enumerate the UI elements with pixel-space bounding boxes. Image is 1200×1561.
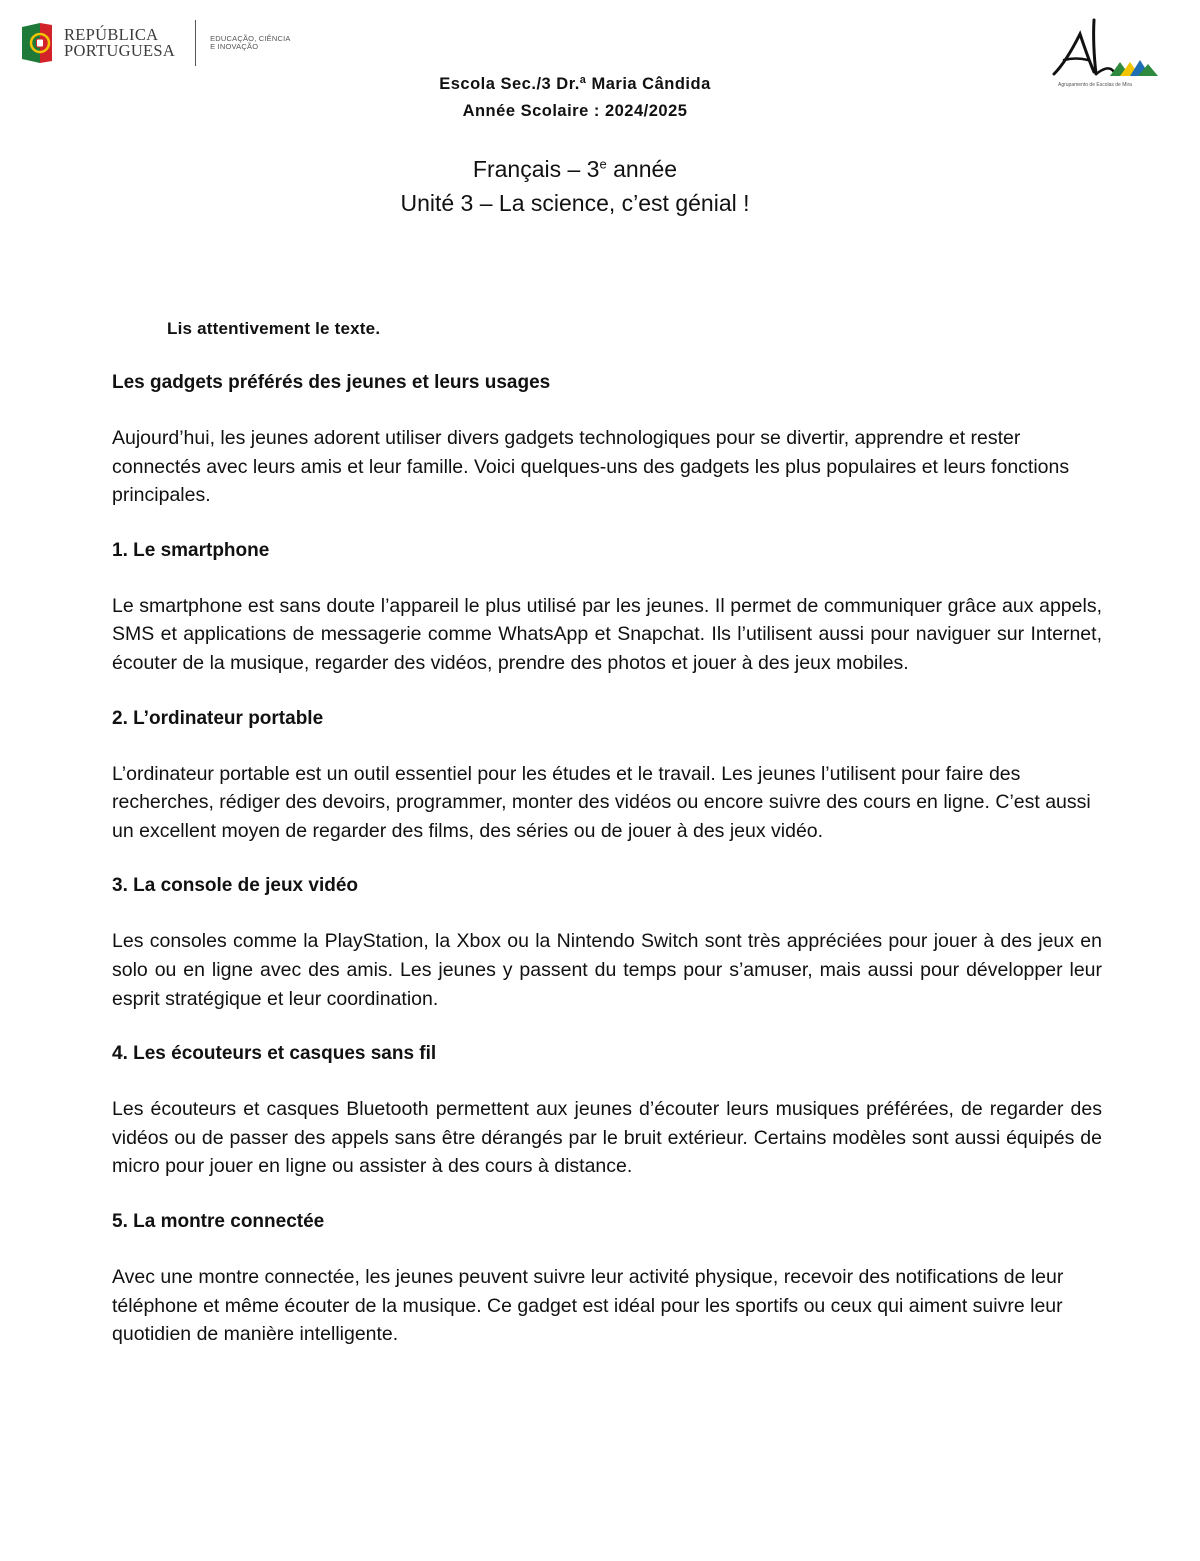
reading-instruction: Lis attentivement le texte.: [167, 319, 381, 338]
section-heading-console: 3. La console de jeux vidéo: [112, 875, 359, 897]
section-heading-laptop: 2. L’ordinateur portable: [112, 707, 324, 729]
course-title-block: [0, 152, 1150, 220]
article-intro: Aujourd’hui, les jeunes adorent utiliser divers gadgets technologiques pour se divertir, apprendre et rester connectés avec leurs amis et leur famille. Voici quelques-uns des gadgets les plus populaires et leurs fonctions principales.: [112, 427, 1070, 507]
article-body: [112, 316, 1102, 1376]
section-text-headphones: Les écouteurs et casques Bluetooth permettent aux jeunes d’écouter leurs musiques préférées, de regarder des vidéos ou de passer des appels sans être dérangés par le bruit extérieur. Certains modèles sont aussi équipés de micro pour jouer en ligne ou assister à des cours à distance.: [112, 1098, 1102, 1178]
logo-divider: [195, 20, 196, 66]
section-heading-headphones: 4. Les écouteurs et casques sans fil: [112, 1043, 437, 1065]
section-heading-smartphone: 1. Le smartphone: [112, 539, 270, 561]
section-text-laptop: L’ordinateur portable est un outil essentiel pour les études et le travail. Les jeunes l’utilisent pour faire des recherches, rédiger des devoirs, programmer, monter des vidéos ou encore suivre des cours en ligne. C’est aussi un excellent moyen de regarder des films, des séries ou de jouer à des jeux vidéo.: [112, 762, 1091, 842]
section-text-smartwatch: Avec une montre connectée, les jeunes peuvent suivre leur activité physique, recevoir des notifications de leur téléphone et même écouter de la musique. Ce gadget est idéal pour les sportifs ou ceux qui aiment suivre leur quotidien de manière intelligente.: [112, 1265, 1064, 1346]
section-text-smartphone: Le smartphone est sans doute l’appareil le plus utilisé par les jeunes. Il permet de communiquer grâce aux appels, SMS et applications de messagerie comme WhatsApp et Snapchat. Ils l’utilisent aussi pour naviguer sur Internet, écouter de la musique, regarder des vidéos, prendre des photos et jouer à des jeux mobiles.: [112, 594, 1102, 674]
unit-title: Unité 3 – La science, c’est génial !: [400, 190, 750, 216]
article-title: Les gadgets préférés des jeunes et leurs usages: [112, 372, 551, 393]
course-title: Français – 3e année: [472, 156, 678, 182]
school-name: Escola Sec./3 Dr.ª Maria Cândida: [439, 75, 711, 93]
section-heading-smartwatch: 5. La montre connectée: [112, 1210, 325, 1232]
school-header: [0, 71, 1150, 125]
republica-portuguesa-wordmark: REPÚBLICA PORTUGUESA: [64, 25, 176, 60]
republica-portuguesa-logo: [20, 20, 291, 66]
portugal-emblem-icon: [20, 21, 54, 65]
agrupamento-caption: Agrupamento de Escolas de Mira: [1058, 82, 1132, 88]
section-text-console: Les consoles comme la PlayStation, la Xbox ou la Nintendo Switch sont très appréciées pour jouer à des jeux en solo ou en ligne avec des amis. Les jeunes y passent du temps pour s’amuser, mais aussi pour développer leur esprit stratégique et leur coordination.: [112, 930, 1102, 1010]
school-year: Année Scolaire : 2024/2025: [462, 102, 688, 120]
ministry-wordmark: EDUCAÇÃO, CIÊNCIA E INOVAÇÃO: [210, 34, 291, 51]
